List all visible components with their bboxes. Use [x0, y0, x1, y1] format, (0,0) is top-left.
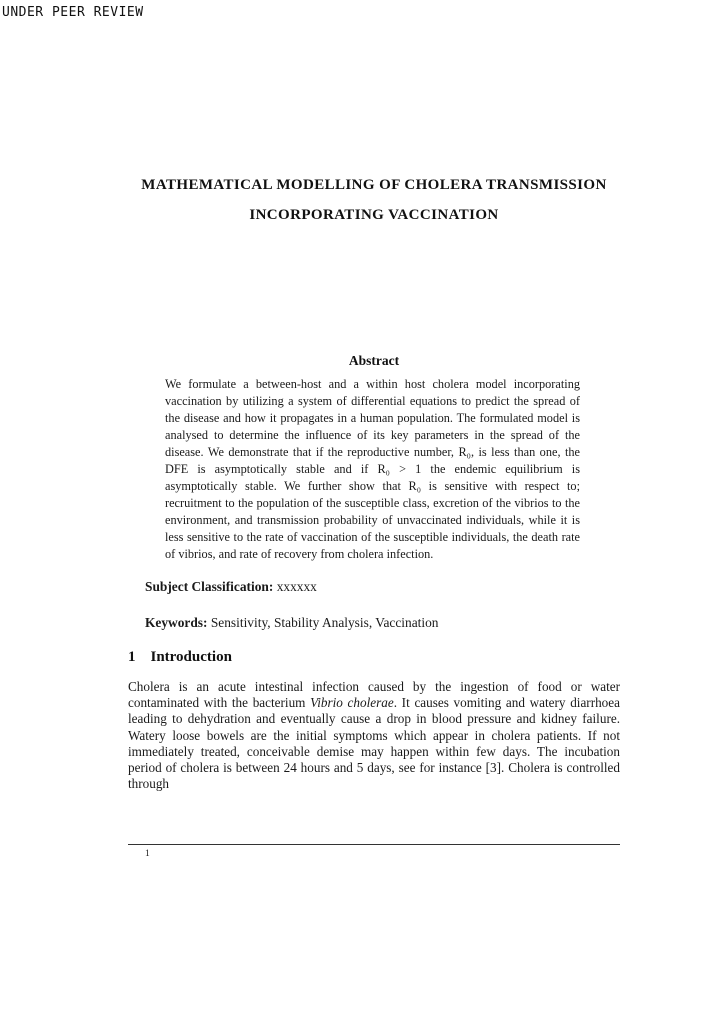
- footnote-rule: [128, 844, 620, 845]
- subject-classification-value: xxxxxx: [276, 579, 317, 594]
- intro-text-part2: . It causes vomiting and watery diarrhoea leading to dehydration and eventually cause a drop in blood pressure and kidney failure. Watery loose bowels are the initial symptoms which appear in cholera patients. If not immediately treated, conceivable demise may happen within few days. The incubation period of cholera is between 24 hours and 5 days, see for instance [3]. Cholera is controlled through: [128, 695, 620, 792]
- page-number: 1: [145, 849, 150, 859]
- section-title: Introduction: [150, 649, 232, 665]
- intro-text-part1: Cholera is an acute intestinal infection caused by the ingestion of food or water contaminated with the bacterium: [128, 679, 620, 711]
- keywords-label: Keywords:: [145, 615, 208, 630]
- keywords-value: Sensitivity, Stability Analysis, Vaccination: [210, 615, 439, 630]
- intro-paragraph: [128, 679, 620, 792]
- paper-title: [128, 170, 620, 230]
- page-footer: [128, 844, 620, 859]
- abstract-heading: Abstract: [348, 353, 400, 368]
- subject-classification-label: Subject Classification:: [145, 579, 274, 594]
- section-number: 1: [128, 649, 136, 665]
- section-heading-introduction: [128, 649, 620, 666]
- paper-content: [128, 0, 620, 792]
- title-line-1: MATHEMATICAL MODELLING OF CHOLERA TRANSMISSION: [141, 177, 607, 193]
- keywords-line: [128, 615, 620, 631]
- species-name-italic: Vibrio cholerae: [310, 695, 394, 711]
- abstract-text: We formulate a between-host and a within host cholera model incorporating vaccination by utilizing a system of differential equations to predict the spread of the disease and how it propagates in a human population. The formulated model is analysed to determine the influence of its key parameters in the spread of the disease. We demonstrate that if the reproductive number, R₀, is less than one, the DFE is asymptotically stable and if R₀ > 1 the endemic equilibrium is asymptotically stable. We further show that R₀ is sensitive with respect to; recruitment to the population of the susceptible class, excretion of the vibrios to the environment, and transmission probability of unvaccinated individuals, while it is less sensitive to the rate of vaccination of the susceptible individuals, the death rate of vibrios, and rate of recovery from cholera infection.: [165, 377, 580, 561]
- subject-classification-line: [128, 579, 620, 595]
- peer-review-banner: UNDER PEER REVIEW: [2, 5, 144, 20]
- title-line-2: INCORPORATING VACCINATION: [249, 207, 499, 223]
